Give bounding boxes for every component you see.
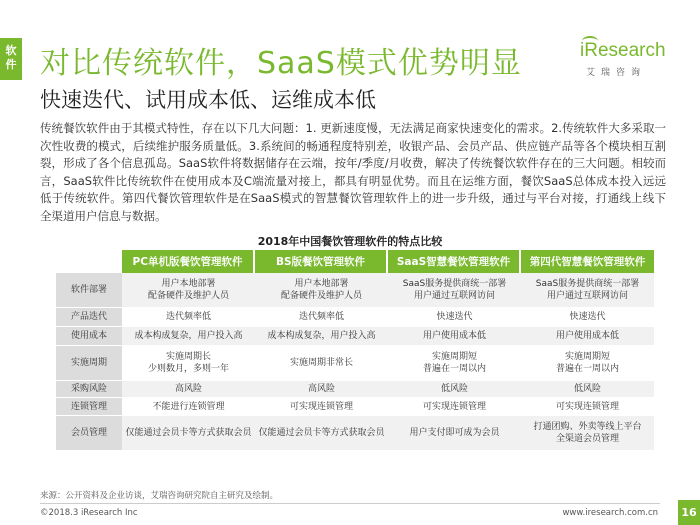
logo-sub-text: 艾瑞咨询 <box>586 68 647 78</box>
table-row <box>56 416 654 451</box>
table-cell-line: 高风险 <box>174 384 202 394</box>
table-cell-line: 配备硬件及维护人员 <box>147 291 229 301</box>
table-cell <box>255 346 388 381</box>
table-cell-line: 用户本地部署 <box>161 279 216 289</box>
table-cell-line: 可实现连锁管理 <box>289 401 353 412</box>
table-cell-line: 成本构成复杂，用户投入高 <box>267 331 376 341</box>
table-cell-line: 用户使用成本低 <box>555 331 619 341</box>
table-cell-line: SaaS服务提供商统一部署 <box>535 279 640 289</box>
table-cell-line: 低风险 <box>440 384 468 394</box>
table-cell-line: 实施周期短 <box>431 352 477 362</box>
table-row <box>56 398 654 416</box>
page-subtitle: 快速迭代、试用成本低、运维成本低 <box>40 88 376 112</box>
section-tag-char: 件 <box>5 58 17 71</box>
table-row-label: 软件部署 <box>56 273 122 308</box>
table-cell-line: SaaS服务提供商统一部署 <box>402 279 507 289</box>
iresearch-logo <box>580 40 680 82</box>
table-row-label: 使用成本 <box>56 327 122 346</box>
table-cell <box>122 346 255 381</box>
table-row-label: 实施周期 <box>56 346 122 381</box>
table-cell-line: 可实现连锁管理 <box>555 401 619 412</box>
table-cell-line: 用户支付即可成为会员 <box>409 428 500 438</box>
table-cell-line: 仅能通过会员卡等方式获取会员 <box>125 428 252 438</box>
body-paragraph: 传统餐饮软件由于其模式特性，存在以下几大问题：1. 更新速度慢，无法满足商家快速变化的需求。2.传统软件大多采取一次性收费的模式，后续维护服务质量低。3.系统间的畅通程度特别差，收银产品、会员产品、供应链产品等各个模块相互割裂，形成了各个信息孤岛。SaaS软件将数据储存在云端，按年/季度/月收费，解决了传统餐饮软件存在的三大问题。相较而言，SaaS软件比传统软件在使用成本及C端流量对接上，都具有明显优势。而且在运维方面，餐饮SaaS总体成本投入远远低于传统软件。第四代餐饮管理软件是在SaaS模式的智慧餐饮管理软件上的进一步升级，通过与平台对接，打通线上线下全渠道用户信息与数据。 <box>40 121 666 223</box>
table-cell <box>122 308 255 327</box>
table-cell <box>388 381 521 398</box>
table-row-label: 采购风险 <box>56 381 122 398</box>
table-cell <box>388 273 521 308</box>
table-cell-line: 高风险 <box>307 384 335 394</box>
table-cell-line: 可实现连锁管理 <box>422 401 486 412</box>
table-cell <box>521 346 654 381</box>
table-column-header: 第四代智慧餐饮管理软件 <box>521 250 654 273</box>
table-cell-line: 实施周期长 <box>165 352 211 362</box>
copyright-text: ©2018.3 iResearch Inc <box>40 508 138 518</box>
table-row <box>56 381 654 398</box>
table-cell <box>122 327 255 346</box>
table-cell <box>521 273 654 308</box>
table-body <box>56 273 654 451</box>
logo-brand-text: iResearch <box>580 40 666 61</box>
table-row <box>56 346 654 381</box>
table-cell-line: 不能进行连锁管理 <box>152 401 225 412</box>
table-cell <box>255 273 388 308</box>
table-row <box>56 327 654 346</box>
table-cell <box>388 416 521 451</box>
table-cell-line: 少则数月，多则一年 <box>147 364 229 374</box>
table-row <box>56 308 654 327</box>
table-row-label: 产品迭代 <box>56 308 122 327</box>
table-cell-line: 用户使用成本低 <box>422 331 486 341</box>
table-column-header: PC单机版餐饮管理软件 <box>122 250 255 273</box>
comparison-table-wrapper <box>56 250 654 451</box>
table-row <box>56 273 654 308</box>
table-cell <box>521 308 654 327</box>
table-row-label: 会员管理 <box>56 416 122 451</box>
table-cell <box>255 308 388 327</box>
table-cell <box>388 398 521 416</box>
table-row-label: 连锁管理 <box>56 398 122 416</box>
table-cell <box>255 416 388 451</box>
table-cell-line: 用户本地部署 <box>294 279 349 289</box>
table-cell <box>388 308 521 327</box>
table-cell <box>255 327 388 346</box>
table-cell <box>122 381 255 398</box>
table-cell-line: 迭代频率低 <box>165 312 211 322</box>
comparison-table <box>56 250 654 451</box>
table-cell-line: 配备硬件及维护人员 <box>280 291 362 301</box>
section-tag-char: 软 <box>5 44 17 57</box>
table-cell-line: 实施周期短 <box>564 352 610 362</box>
table-cell <box>521 416 654 451</box>
table-cell-line: 普遍在一周以内 <box>422 364 486 374</box>
website-text: www.iresearch.com.cn <box>562 508 658 518</box>
table-cell-line: 成本构成复杂，用户投入高 <box>134 331 243 341</box>
section-tag <box>0 38 22 80</box>
table-cell-line: 低风险 <box>573 384 601 394</box>
table-cell-line: 全渠道会员管理 <box>555 434 619 444</box>
table-cell <box>388 346 521 381</box>
table-cell-line: 打通团购、外卖等线上平台 <box>533 422 642 432</box>
table-cell-line: 迭代频率低 <box>298 312 344 322</box>
table-cell <box>255 381 388 398</box>
table-cell-line: 普遍在一周以内 <box>555 364 619 374</box>
table-cell <box>521 381 654 398</box>
table-header-corner <box>56 250 122 273</box>
table-cell-line: 快速迭代 <box>569 312 606 322</box>
table-cell <box>122 398 255 416</box>
table-cell <box>255 398 388 416</box>
table-cell-line: 用户通过互联网访问 <box>413 291 495 301</box>
table-cell <box>122 416 255 451</box>
table-cell-line: 快速迭代 <box>436 312 473 322</box>
footer-divider <box>40 503 660 504</box>
page-number: 16 <box>678 500 700 525</box>
table-cell <box>122 273 255 308</box>
table-cell <box>388 327 521 346</box>
table-cell <box>521 327 654 346</box>
table-cell-line: 仅能通过会员卡等方式获取会员 <box>258 428 385 438</box>
page-title: 对比传统软件，SaaS模式优势明显 <box>40 46 522 81</box>
table-cell-line: 用户通过互联网访问 <box>546 291 628 301</box>
table-header-row <box>56 250 654 273</box>
source-note: 来源：公开资料及企业访谈，艾瑞咨询研究院自主研究及绘制。 <box>40 491 279 501</box>
table-column-header: SaaS智慧餐饮管理软件 <box>388 250 521 273</box>
table-column-header: BS版餐饮管理软件 <box>255 250 388 273</box>
table-caption: 2018年中国餐饮管理软件的特点比较 <box>257 235 443 248</box>
table-cell-line: 实施周期非常长 <box>289 358 353 368</box>
table-cell <box>521 398 654 416</box>
